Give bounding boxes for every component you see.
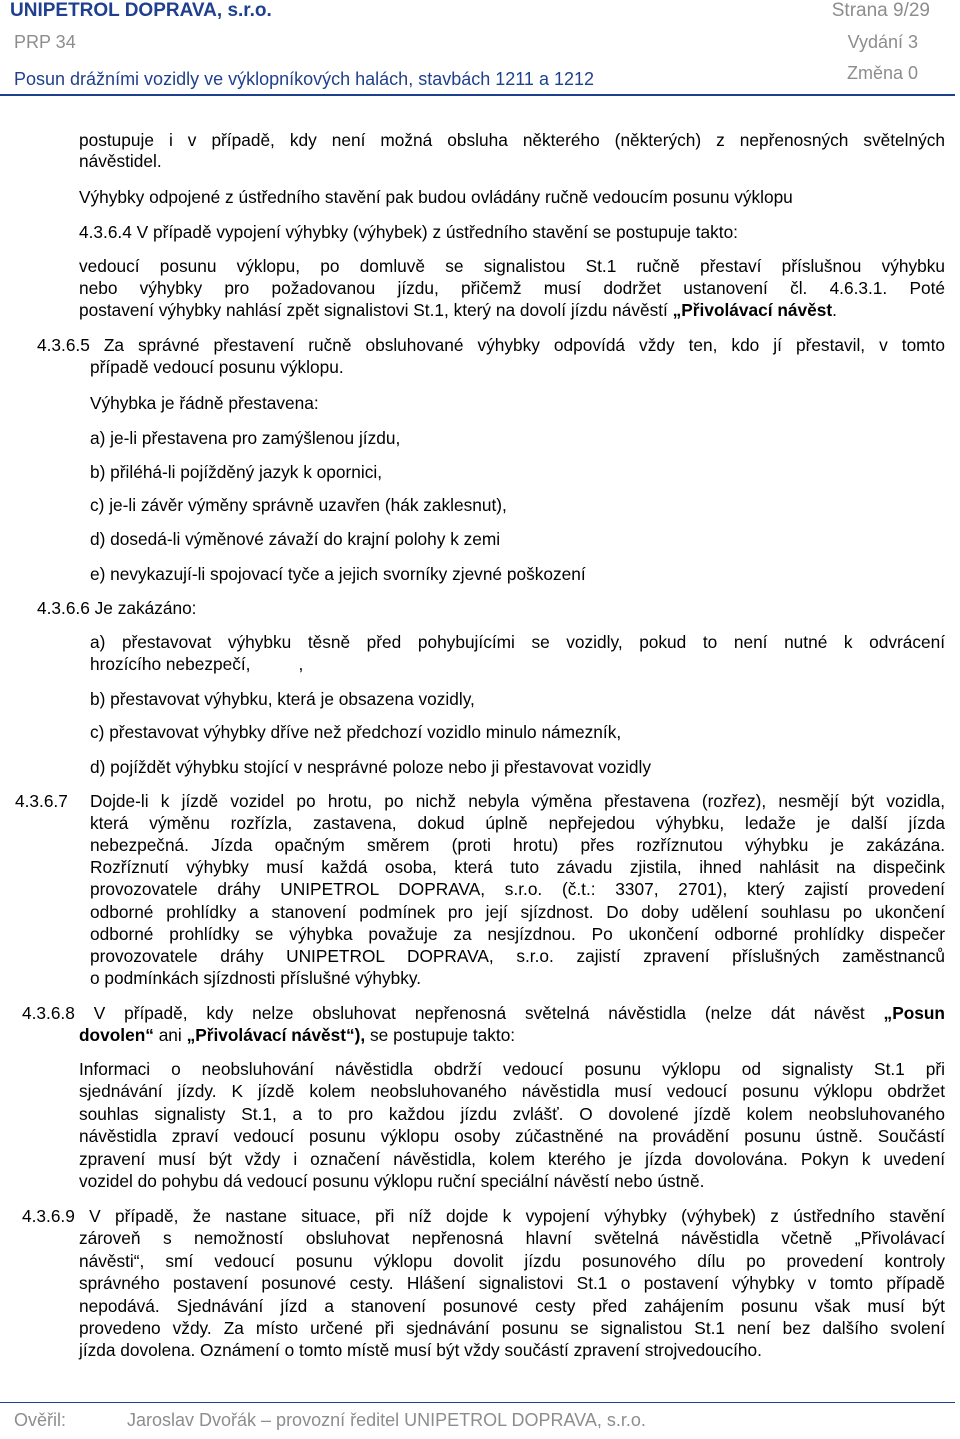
section-4-3-6-7-line: provozovatele dráhy UNIPETROL DOPRAVA, s.r.o. (č.t.: 3307, 2701), který zajistí provedení xyxy=(90,879,945,899)
section-4-3-6-7-line: Dojde-li k jízdě vozidel po hrotu, po nichž nebyla výměna přestavena (rozřez), nesmějí být vozidla, xyxy=(90,791,945,811)
section-4-3-6-7-number: 4.3.6.7 xyxy=(15,791,68,811)
verified-label: Ověřil: xyxy=(14,1410,67,1430)
section-4-3-6-8-line: návěstidla zpraví vedoucí posunu výklopu osoby zúčastněné na provádění posunu ústně. Součástí xyxy=(79,1126,945,1146)
section-4-3-6-9-line: provedeno vždy. Za místo určené při sjednávání posunu se signalistou St.1 není bez dalšího svolení xyxy=(79,1318,945,1338)
company-name: UNIPETROL DOPRAVA, s.r.o. xyxy=(10,0,272,21)
signal-name-privolavaci-2: „Přivolávací návěst“), xyxy=(186,1025,366,1045)
conjunction-text: ani xyxy=(153,1025,187,1045)
signal-name-posun: „Posun xyxy=(883,1003,945,1023)
change-label: Změna 0 xyxy=(846,63,918,83)
footer-divider xyxy=(0,1402,955,1403)
section-4-3-6-5-line-1: 4.3.6.5 Za správné přestavení ručně obsluhované výhybky odpovídá vždy ten, kdo jí přestavil, v tomto xyxy=(37,335,945,355)
page-number: Strana 9/29 xyxy=(831,0,930,21)
section-4-3-6-9-line: zároveň s nemožností obsluhovat nepřenosná hlavní světelná návěstidla včetně „Přivolávací xyxy=(79,1228,945,1248)
section-4-3-6-7-line: odborné prohlídky a stanovení podmínek pro její sjízdnost. Do doby udělení souhlasu po ukončení xyxy=(90,902,945,922)
section-4-3-6-8-line-1 xyxy=(22,1002,945,1025)
section-4-3-6-7-last-line: o podmínkách sjízdnosti příslušné výhybky. xyxy=(90,968,422,988)
condition-item-c: c) je-li závěr výměny správně uzavřen (hák zaklesnut), xyxy=(90,495,507,515)
prohibition-item-c: c) přestavovat výhybky dříve než předchozí vozidlo minulo námezník, xyxy=(90,722,622,742)
section-4-3-6-7-line: Rozříznutí výhybky musí každá osoba, která tuto závadu zjistila, ihned nahlásit na dispečink xyxy=(90,857,945,877)
condition-item-a: a) je-li přestavena pro zamýšlenou jízdu, xyxy=(90,428,401,448)
document-code: PRP 34 xyxy=(14,32,76,52)
section-4-3-6-9-line: návěsti“, smí vedoucí posunu výklopu dovolit jízdu posunového dílu po provedení kontroly xyxy=(79,1251,945,1271)
verified-by-name: Jaroslav Dvořák – provozní ředitel UNIPETROL DOPRAVA, s.r.o. xyxy=(127,1410,646,1430)
section-4-3-6-4-line-3 xyxy=(79,299,837,321)
intro-line-2: návěstidel. xyxy=(79,151,162,171)
section-4-3-6-8-line: sjednávání jízdy. K jízdě kolem neobsluhovaného návěstidla musí vedoucí posunu výklopu obdržet xyxy=(79,1081,945,1101)
section-4-3-6-8-line-2 xyxy=(79,1024,515,1046)
section-4-3-6-9-line: správného postavení posunové cesty. Hlášení signalistovi St.1 o postavení výhybky v tomto případě xyxy=(79,1273,945,1293)
prohibition-item-a-line-1: a) přestavovat výhybku těsně před pohybujícími se vozidly, pokud to není nutné k odvrácení xyxy=(90,632,945,652)
switch-conditions-heading: Výhybka je řádně přestavena: xyxy=(90,393,319,413)
section-4-3-6-4-heading: 4.3.6.4 V případě vypojení výhybky (výhybek) z ústředního stavění se postupuje takto: xyxy=(79,222,738,242)
prohibition-item-d: d) pojíždět výhybku stojící v nesprávné poloze nebo ji přestavovat vozidly xyxy=(90,757,651,777)
document-title: Posun drážními vozidly ve výklopníkových halách, stavbách 1211 a 1212 xyxy=(14,69,594,89)
section-4-3-6-8-line: zpravení musí být vždy i označení návěstidla, kolem kterého je jízda dovolována. Pokyn k uvedení xyxy=(79,1149,945,1169)
line-3-text: postavení výhybky nahlásí zpět signalistovi St.1, který na dovolí jízdu návěstí xyxy=(79,300,673,320)
line-3-end: . xyxy=(832,300,837,320)
condition-item-b: b) přiléhá-li pojížděný jazyk k opornici, xyxy=(90,462,382,482)
header-divider xyxy=(0,94,955,96)
section-4-3-6-7-line: která výměnu rozřízla, zastavena, dokud úplně nepřejedou výhybku, ledaže je další jízda xyxy=(90,813,945,833)
prohibition-item-b: b) přestavovat výhybku, která je obsazena vozidly, xyxy=(90,689,475,709)
section-4-3-6-9-last-line: jízda dovolena. Oznámení o tomto místě musí být vždy součástí zpravení strojvedoucího. xyxy=(79,1340,762,1360)
section-4-3-6-6-heading: 4.3.6.6 Je zakázáno: xyxy=(37,598,197,618)
section-4-3-6-5-line-2: případě vedoucí posunu výklopu. xyxy=(90,357,344,377)
section-4-3-6-7-line: provozovatele dráhy UNIPETROL DOPRAVA, s.r.o. zajistí zpravení příslušných zaměstnanců xyxy=(90,946,945,966)
signal-name-dovolen: dovolen“ xyxy=(79,1025,154,1045)
intro-line-1: postupuje i v případě, kdy není možná obsluha některého (některých) z nepřenosných světelných xyxy=(79,130,945,150)
section-4-3-6-9-line: nepodává. Sjednávání jízd a stanovení posunové cesty před zahájením posunu však musí být xyxy=(79,1296,945,1316)
section-4-3-6-8-line: Informaci o neobsluhování návěstidla obdrží vedoucí posunu výklopu od signalisty St.1 při xyxy=(79,1059,945,1079)
prohibition-item-a-line-2: hrozícího nebezpečí, , xyxy=(90,654,304,674)
condition-item-d: d) dosedá-li výměnové závaží do krajní polohy k zemi xyxy=(90,529,501,549)
section-4-3-6-4-line-1: vedoucí posunu výklopu, po domluvě se signalistou St.1 ručně přestaví příslušnou výhybku xyxy=(79,256,945,276)
section-4-3-6-7-line: nebezpečná. Jízda opačným směrem (proti hrotu) přes rozříznutou výhybku je zakázána. xyxy=(90,835,945,855)
signal-name-privolavaci: „Přivolávací návěst xyxy=(672,300,833,320)
section-4-3-6-8-line: souhlas signalisty St.1, a to pro každou jízdu zvlášť. O dovolené jízdě kolem neobsluhovaného xyxy=(79,1104,945,1124)
section-4-3-6-8-text: 4.3.6.8 V případě, kdy nelze obsluhovat nepřenosná světelná návěstidla (nelze dát návěst xyxy=(22,1003,884,1023)
section-4-3-6-7-line: odborné prohlídky se výhybka považuje za nesjízdnou. Po ukončení odborné prohlídky dispečer xyxy=(90,924,945,944)
section-4-3-6-9-line-1: 4.3.6.9 V případě, že nastane situace, při níž dojde k vypojení výhybky (výhybek) z ústředního stavění xyxy=(22,1206,945,1226)
section-4-3-6-8-last-line: vozidel do pohybu dá vedoucí posunu výklopu ruční speciální návěstí nebo ústně. xyxy=(79,1171,705,1191)
section-4-3-6-4-line-2: nebo výhybky pro požadovanou jízdu, přičemž musí dodržet ustanovení čl. 4.6.3.1. Poté xyxy=(79,278,945,298)
condition-item-e: e) nevykazují-li spojovací tyče a jejich svorníky zjevné poškození xyxy=(90,564,586,584)
edition-label: Vydání 3 xyxy=(847,32,918,52)
section-4-3-6-8-intro-end: se postupuje takto: xyxy=(365,1025,516,1045)
intro-paragraph-2: Výhybky odpojené z ústředního stavění pak budou ovládány ručně vedoucím posunu výklopu xyxy=(79,187,793,207)
